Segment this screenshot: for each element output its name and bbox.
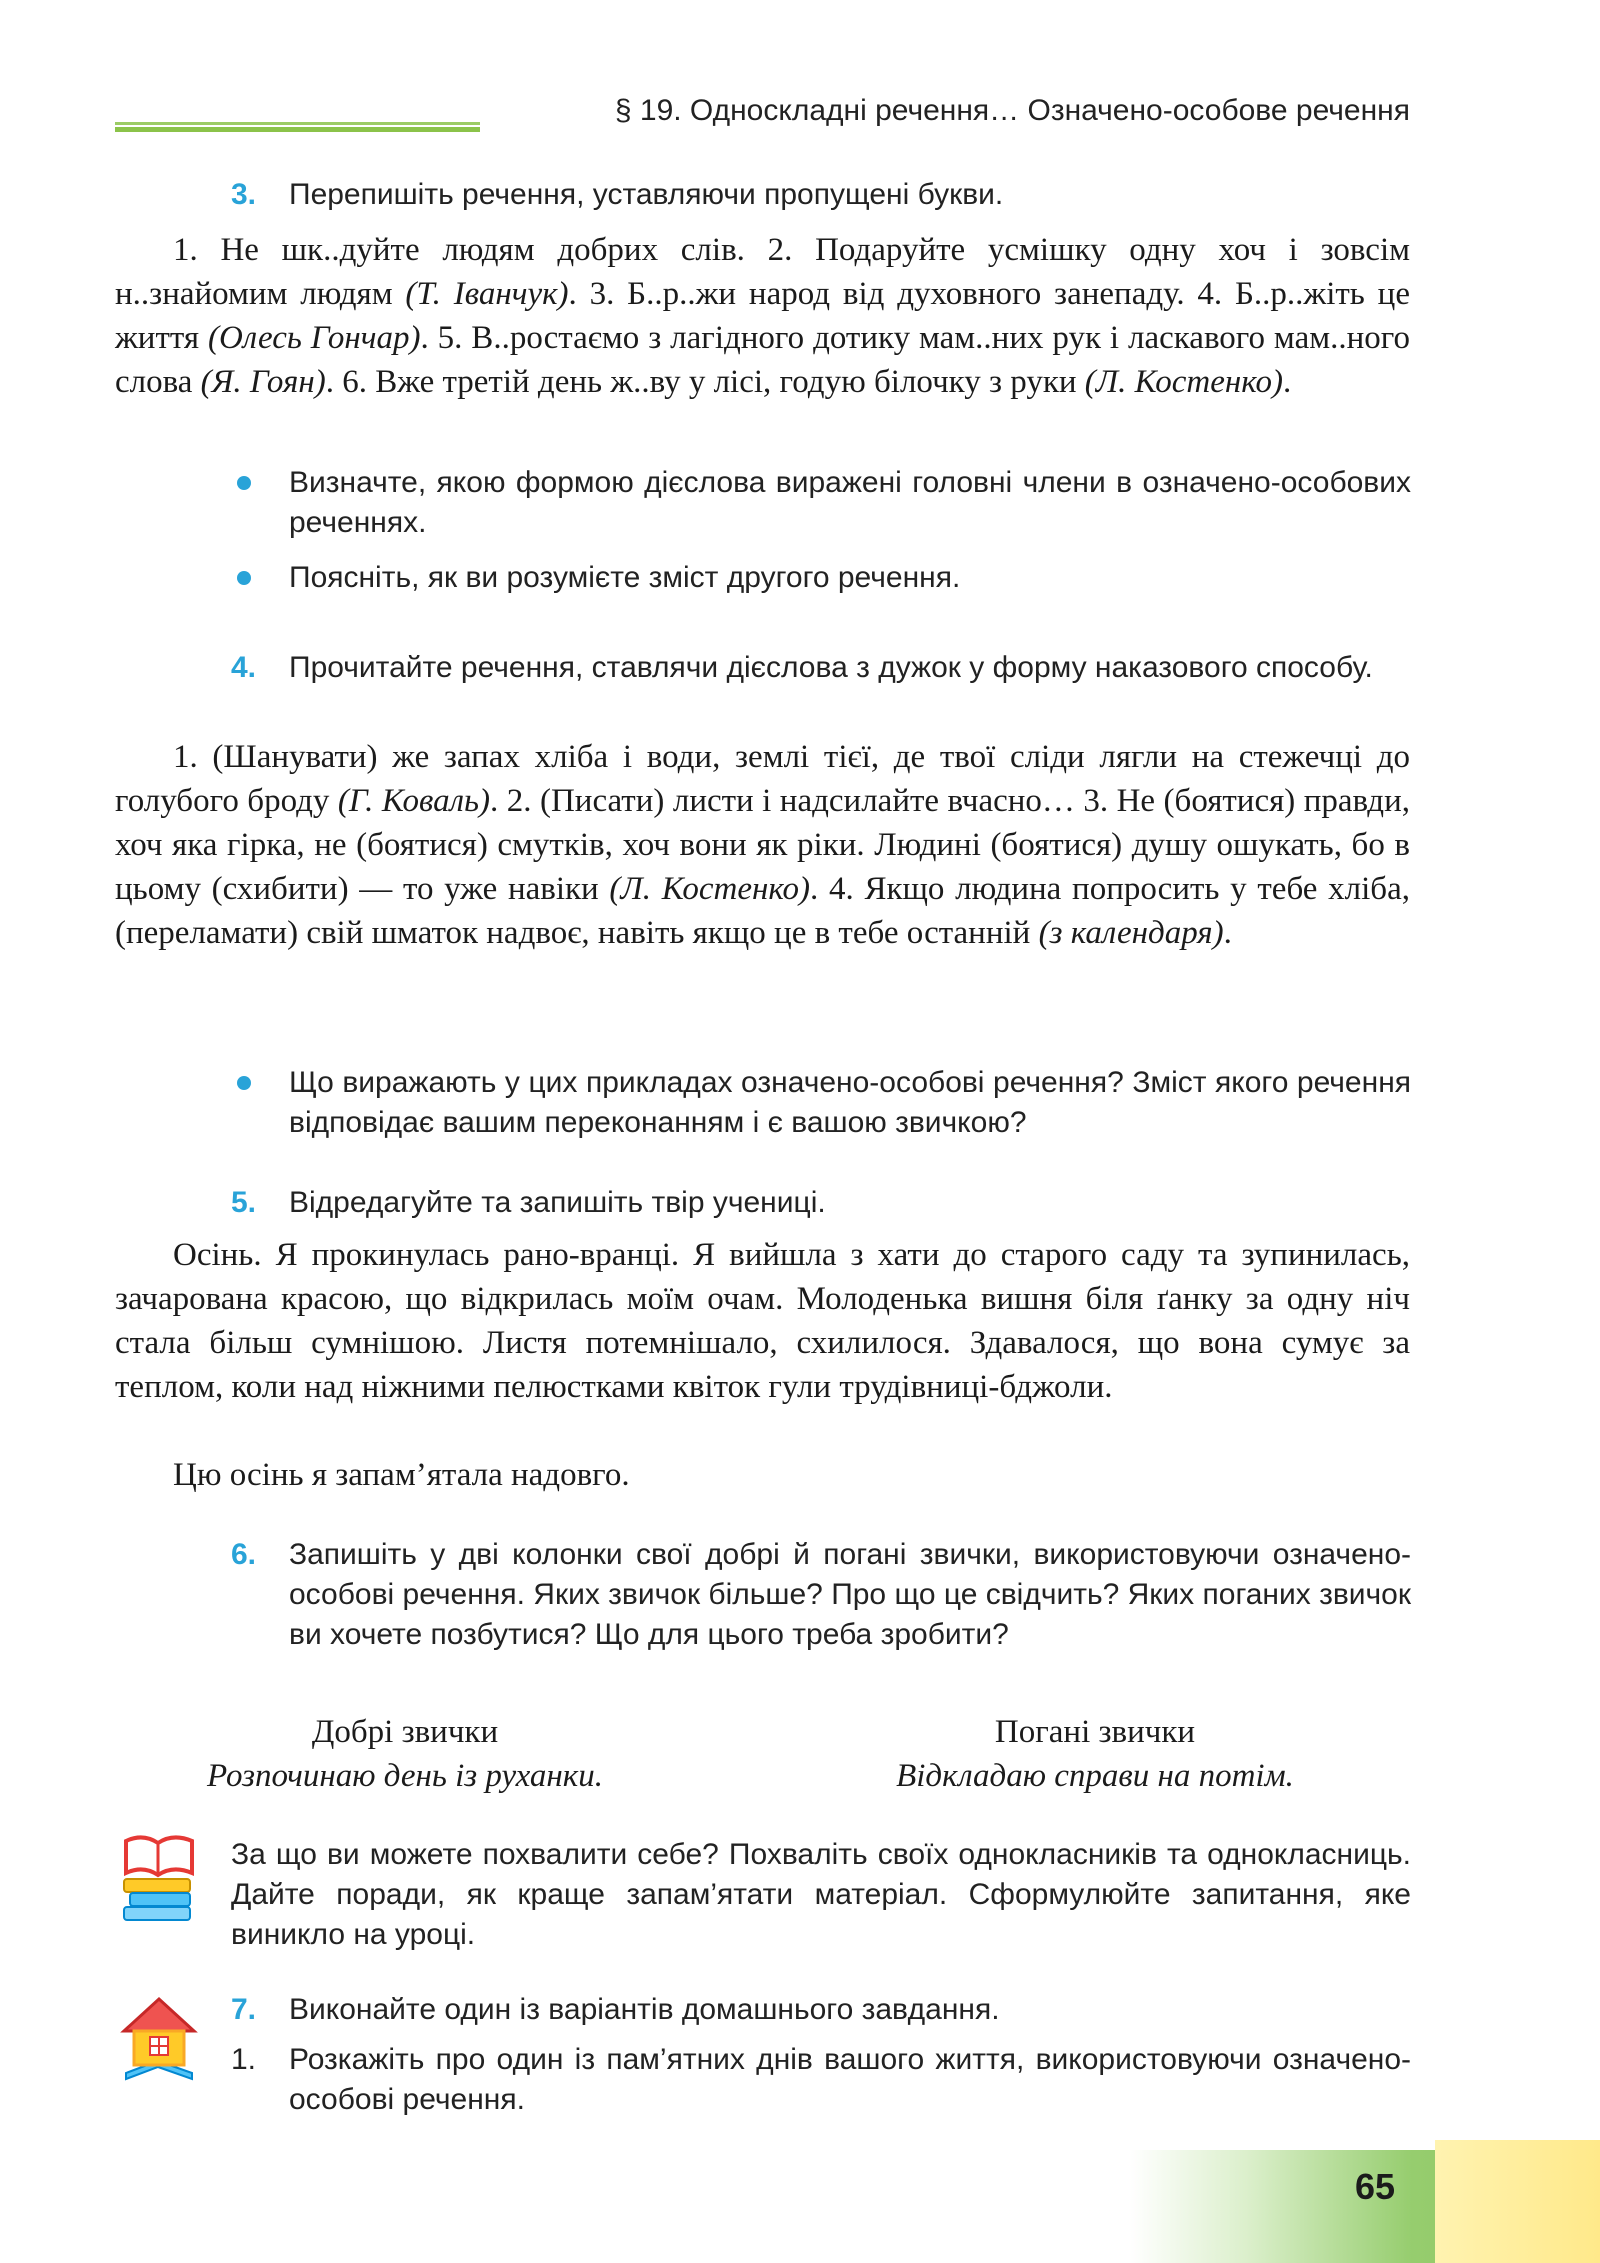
source: (з календаря) (1038, 915, 1224, 951)
author: (Олесь Гончар) (207, 320, 421, 356)
option-text: Розкажіть про один із пам’ятних днів вашого життя, використовуючи означено-особові речення. (289, 2043, 1411, 2116)
task-3-sentences (115, 228, 1410, 404)
good-habits-column (115, 1710, 695, 1798)
task-number: 4. (231, 651, 257, 684)
page-number: 65 (1355, 2166, 1396, 2207)
task-number: 5. (231, 1186, 257, 1219)
task-number: 6. (231, 1538, 257, 1571)
page-header (115, 92, 1410, 142)
bullet-text: Визначте, якою формою дієслова виражені головні члени в означено-особових реченнях. (289, 466, 1411, 539)
student-essay: Осінь. Я прокинулась рано-вранці. Я вийшла з хати до старого саду та зупинилась, зачарована красою, що відкрилась моїм очам. Молоденька вишня біля ґанку за одну ніч стала більш сумнішою. Листя потемнішало, схилилося. Здавалося, що вона сумує за теплом, коли над ніжними пелюстками квіток гули трудівниці-бджоли. (115, 1237, 1410, 1405)
author: (Л. Костенко) (609, 871, 811, 907)
text-fragment: 1. (Шанувати) же запах хліба і води, землі тієї, де твої сліди лягли на стежечці до голубого броду (115, 739, 1410, 819)
bad-habits-column (805, 1710, 1385, 1798)
student-essay-ending: Цю осінь я запам’ятала надовго. (173, 1457, 630, 1493)
bullet-text: Поясніть, як ви розумієте зміст другого речення. (289, 561, 961, 594)
books-icon (118, 1833, 200, 1925)
text-fragment: . 2. (Писати) листи і надсилайте вчасно… 3. Не (боятися) правди, хоч яка гірка, не (боятися) смутків, хоч вони як ріки. Людині (боятися) душу ошукать, бо в цьому (схибити) — то уже навіки (115, 783, 1410, 907)
author: (Л. Костенко) (1084, 364, 1283, 400)
task-instruction: Відредагуйте та запишіть твір учениці. (289, 1186, 826, 1219)
bullet-item (231, 1063, 1411, 1143)
author: (Т. Іванчук) (405, 276, 569, 312)
reflection-text: За що ви можете похвалити себе? Похваліть своїх однокласників та однокласниць. Дайте поради, як краще запам’ятати матеріал. Сформулюйте запитання, яке виникло на уроці. (231, 1838, 1411, 1951)
task-7 (231, 1990, 1411, 2030)
task-instruction: Перепишіть речення, уставляючи пропущені букви. (289, 178, 1004, 211)
text-fragment: . 5. В..ростаємо з лагідного дотику мам..них рук і ласкавого мам..ного слова (115, 320, 1410, 400)
task-instruction: Виконайте один із варіантів домашнього завдання. (289, 1993, 1000, 2026)
column-heading: Добрі звички (311, 1714, 499, 1750)
bullet-item (231, 463, 1411, 543)
task-4-sentences (115, 735, 1410, 955)
author: (Я. Гоян) (200, 364, 326, 400)
bullet-dot-icon (237, 1076, 251, 1090)
bullet-dot-icon (237, 476, 251, 490)
bullet-text: Що виражають у цих прикладах означено-особові речення? Зміст якого речення відповідає вашим переконанням і є вашою звичкою? (289, 1066, 1411, 1139)
task-number: 7. (231, 1993, 257, 2026)
task-7-option (231, 2040, 1411, 2120)
text-fragment: . 3. Б..р..жи народ від духовного занепаду. 4. Б..р..жіть це життя (115, 276, 1410, 356)
option-number: 1. (231, 2043, 257, 2076)
task-instruction: Запишіть у дві колонки свої добрі й погані звички, використовуючи означено-особові речення. Яких звичок більше? Про що це свідчить? Яких поганих звичок ви хочете позбутися? Що для цього треба зробити? (289, 1538, 1411, 1651)
column-example: Відкладаю справи на потім. (896, 1758, 1294, 1794)
task-4 (231, 648, 1411, 688)
footer-tab (1435, 2140, 1600, 2263)
bullet-dot-icon (237, 571, 251, 585)
task-instruction: Прочитайте речення, ставлячи дієслова з дужок у форму наказового способу. (289, 651, 1373, 684)
task-3 (231, 175, 1411, 215)
column-example: Розпочинаю день із руханки. (207, 1758, 603, 1794)
author: (Г. Коваль) (337, 783, 491, 819)
column-heading: Погані звички (994, 1714, 1196, 1750)
homework-house-icon (118, 1993, 200, 2085)
text-fragment: . 6. Вже третій день ж..ву у лісі, годую білочку з руки (325, 364, 1085, 400)
text-fragment: . 4. Якщо людина попросить у тебе хліба, (переламати) свій шматок надвоє, навіть якщо це в тебе останній (115, 871, 1410, 951)
text-fragment: 1. Не шк..дуйте людям добрих слів. 2. Подаруйте усмішку одну хоч і зовсім н..знайомим людям (115, 232, 1410, 312)
text-fragment: . (1282, 364, 1292, 400)
text-fragment: . (1223, 915, 1232, 951)
bullet-item (231, 558, 1411, 598)
section-title: § 19. Односкладні речення… Означено-особове речення (614, 94, 1410, 127)
task-number: 3. (231, 178, 257, 211)
task-6 (231, 1535, 1411, 1655)
header-rule (115, 122, 480, 132)
task-5 (231, 1183, 1411, 1223)
